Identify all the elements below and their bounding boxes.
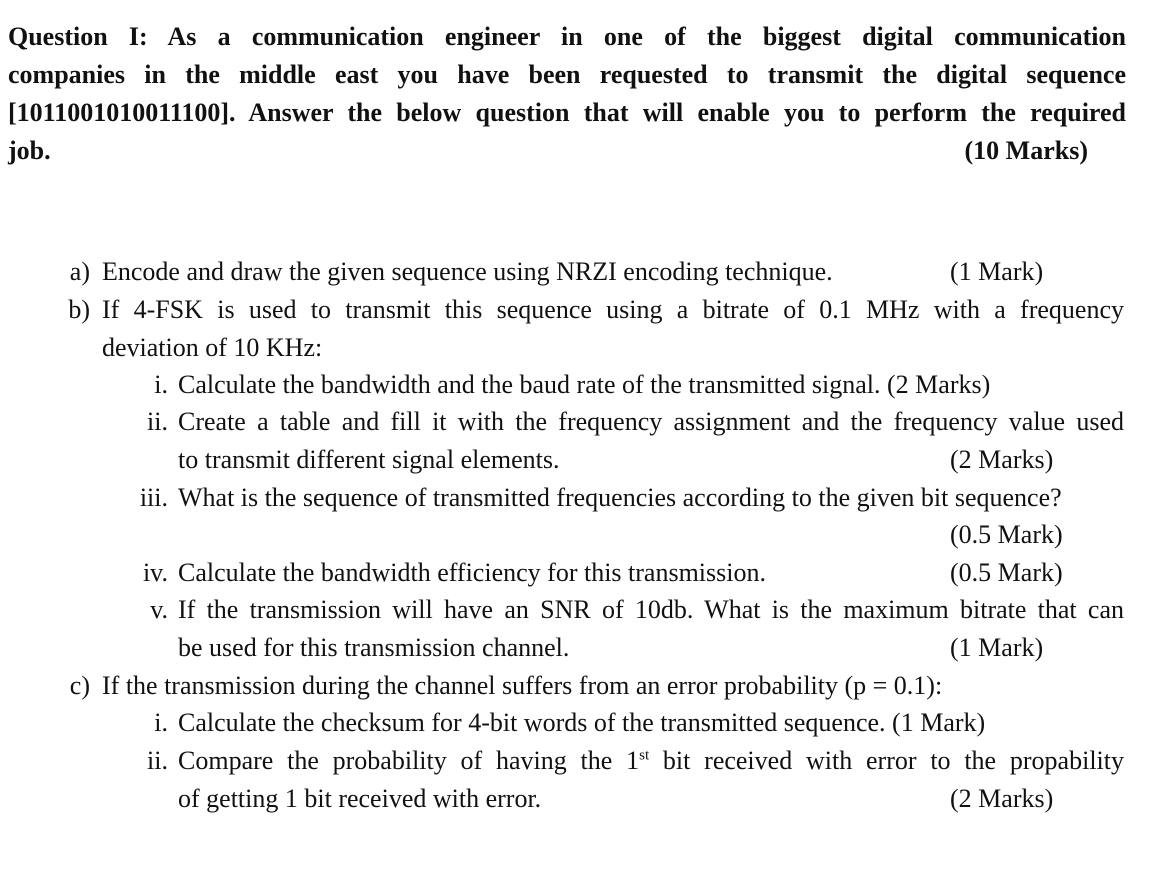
total-marks: (10 Marks) [964, 136, 1088, 165]
part-b-iv-text: Calculate the bandwidth efficiency for this transmission. [178, 558, 766, 587]
question-title: Question I: [8, 22, 148, 51]
part-b-v-line-1: If the transmission will have an SNR of 10db. What is the maximum bitrate that can [178, 595, 1124, 624]
part-b-i-text: Calculate the bandwidth and the baud rate of the transmitted signal. (2 Marks) [178, 370, 991, 399]
part-b-v-marks: (1 Mark) [950, 633, 1044, 662]
part-b-i-label: i. [154, 370, 168, 399]
part-c-ii-line-2: of getting 1 bit received with error. [178, 784, 542, 813]
part-c-ii-label: ii. [147, 746, 168, 775]
part-c-ii-marks: (2 Marks) [950, 784, 1054, 813]
question-line-4: job. (10 Marks) [8, 132, 1126, 170]
question-line-3: [1011001010011100]. Answer the below question that will enable you to perform the required [8, 98, 1126, 127]
part-b-v-line-2: be used for this transmission channel. [178, 633, 570, 662]
part-b-iii-line-1: What is the sequence of transmitted frequencies according to the given bit sequence? [178, 483, 1062, 512]
part-c-label: c) [69, 671, 90, 700]
part-b-ii-line-2: to transmit different signal elements. [178, 445, 560, 474]
part-b-ii-label: ii. [147, 407, 168, 436]
part-b-line-2: deviation of 10 KHz: [102, 333, 323, 362]
question-line-1: Question I: As a communication engineer in one of the biggest digital communication [8, 22, 1126, 51]
part-b-iii-marks: (0.5 Mark) [950, 520, 1063, 549]
part-b-iii-label: iii. [139, 483, 168, 512]
part-a-label: a) [69, 257, 90, 286]
part-b-ii-marks: (2 Marks) [950, 445, 1054, 474]
part-c-ii-line-1: Compare the probability of having the 1st bit received with error to the propability [178, 746, 1124, 775]
part-c-i-label: i. [154, 708, 168, 737]
part-b-iv-marks: (0.5 Mark) [950, 558, 1063, 587]
part-b-ii-line-1: Create a table and fill it with the frequency assignment and the frequency value used [178, 407, 1124, 436]
part-b-label: b) [68, 295, 90, 324]
part-b-v-label: v. [150, 595, 168, 624]
part-b-iv-label: iv. [142, 558, 168, 587]
part-c-text: If the transmission during the channel suffers from an error probability (p = 0.1): [102, 671, 943, 700]
part-b-line-1: If 4-FSK is used to transmit this sequence using a bitrate of 0.1 MHz with a frequency [102, 295, 1124, 324]
part-a-marks: (1 Mark) [950, 257, 1044, 286]
part-a-text: Encode and draw the given sequence using NRZI encoding technique. [102, 257, 833, 286]
part-c-i-text: Calculate the checksum for 4-bit words of the transmitted sequence. (1 Mark) [178, 708, 986, 737]
question-line-2: companies in the middle east you have been requested to transmit the digital sequence [8, 60, 1126, 89]
superscript-st: st [639, 747, 650, 764]
question-header [8, 18, 1126, 170]
